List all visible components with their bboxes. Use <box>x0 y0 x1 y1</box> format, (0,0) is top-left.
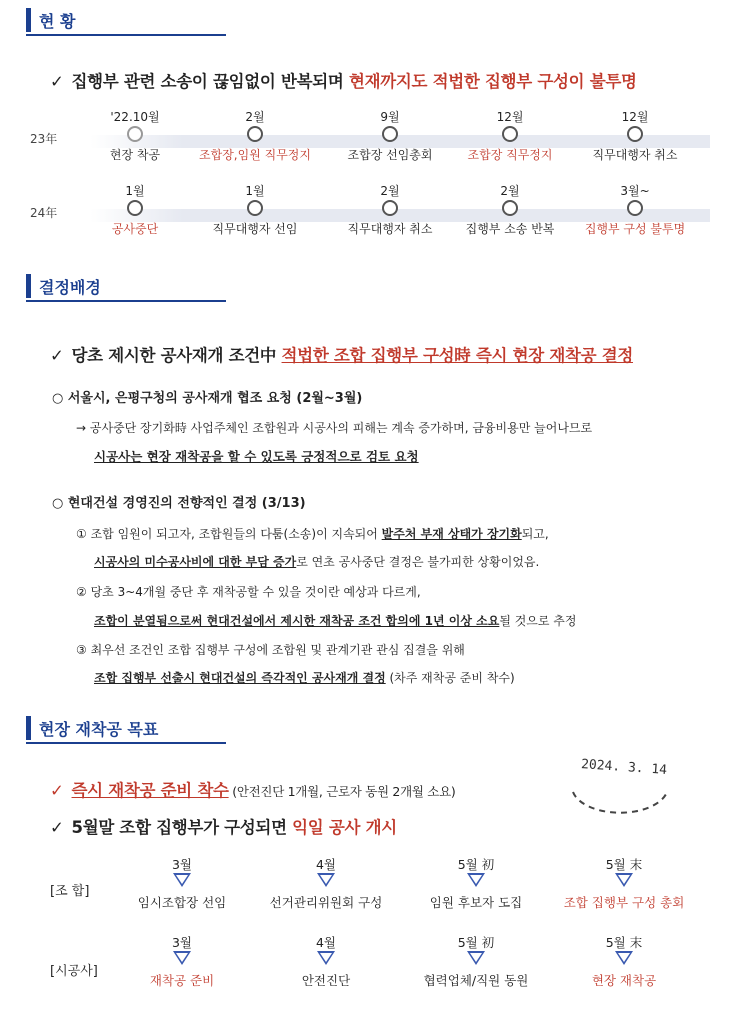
timeline-row-2024 <box>30 182 710 252</box>
circle-icon <box>502 126 518 142</box>
triangle-down-icon <box>467 873 485 887</box>
schedule-item: 5월 初 협력업체/직원 동원 <box>423 935 529 988</box>
section-title-status: 현 황 <box>39 12 76 31</box>
timeline-item: 2월 조합장,임원 직무정지 <box>199 110 311 162</box>
timeline-item: 2월 집행부 소송 반복 <box>465 184 555 236</box>
circle-icon <box>382 200 398 216</box>
triangle-down-icon <box>317 951 335 965</box>
section-title-goal: 현장 재착공 목표 <box>39 720 159 739</box>
schedule-item: 5월 末 조합 집행부 구성 총회 <box>563 857 685 910</box>
note3-line1: ③ 최우선 조건인 조합 집행부 구성에 조합원 및 관계기관 관심 집결을 위해 <box>76 643 465 657</box>
circle-icon <box>247 200 263 216</box>
note3-line2: 조합 집행부 선출시 현대건설의 즉각적인 공사재개 결정 (차주 재착공 준비 착수) <box>94 671 515 685</box>
goal-line2: ✓ 5월말 조합 집행부가 구성되면 익일 공사 개시 <box>50 818 397 837</box>
triangle-down-icon <box>615 873 633 887</box>
triangle-down-icon <box>615 951 633 965</box>
note1-line2: 시공사의 미수공사비에 대한 부담 증가로 연초 공사중단 결정은 불가피한 상황이었음. <box>94 555 540 569</box>
schedule-item: 3월 재착공 준비 <box>149 935 215 988</box>
schedule-label-contractor: [시공사] <box>50 964 98 979</box>
note1-line1: ① 조합 임원이 되고자, 조합원들의 다툼(소송)이 지속되어 발주처 부재 상태가 장기화되고, <box>76 527 549 541</box>
note2-line2: 조합이 분열됨으로써 현대건설에서 제시한 재착공 조건 합의에 1년 이상 소요될 것으로 추정 <box>94 614 577 628</box>
date-stamp: 2024. 3. 14 <box>565 752 675 822</box>
point1-line2: 시공사는 현장 재착공을 할 수 있도록 긍정적으로 검토 요청 <box>94 449 419 464</box>
timeline-item: 2월 직무대행자 취소 <box>347 184 433 236</box>
status-headline: ✓ 집행부 관련 소송이 끊임없이 반복되며 현재까지도 적법한 집행부 구성이 불투명 <box>50 72 637 91</box>
triangle-down-icon <box>317 873 335 887</box>
schedule-label-union: [조 합] <box>50 884 90 899</box>
timeline-year: 23年 <box>30 132 58 146</box>
timeline-year: 24年 <box>30 206 58 220</box>
schedule-item: 4월 안전진단 <box>301 935 351 988</box>
point1-line1: → 공사중단 장기화時 사업주체인 조합원과 시공사의 피해는 계속 증가하며, 금융비용만 늘어나므로 <box>76 421 593 435</box>
schedule-item: 3월 임시조합장 선임 <box>137 857 227 910</box>
circle-icon <box>127 126 143 142</box>
timeline-item: 12월 조합장 직무정지 <box>467 110 553 162</box>
circle-icon <box>382 126 398 142</box>
schedule-item: 5월 末 현장 재착공 <box>591 935 657 988</box>
timeline-item: '22.10월 현장 착공 <box>109 110 161 162</box>
timeline-item: 3월~ 집행부 구성 불투명 <box>584 184 686 236</box>
circle-icon <box>127 200 143 216</box>
goal-line1: ✓ 즉시 재착공 준비 착수 (안전진단 1개월, 근로자 동원 2개월 소요) <box>50 781 456 800</box>
timeline-row-2023 <box>30 108 710 178</box>
timeline-item: 9월 조합장 선임총회 <box>347 110 433 162</box>
triangle-down-icon <box>467 951 485 965</box>
section-title-background: 결정배경 <box>39 278 101 297</box>
schedule-item: 4월 선거관리위원회 구성 <box>269 857 383 910</box>
note2-line1: ② 당초 3~4개월 중단 후 재착공할 수 있을 것이란 예상과 다르게, <box>76 585 421 599</box>
timeline-item: 1월 직무대행자 선임 <box>212 184 298 236</box>
circle-icon <box>502 200 518 216</box>
circle-icon <box>627 126 643 142</box>
circle-icon <box>247 126 263 142</box>
timeline-item: 1월 공사중단 <box>111 184 159 236</box>
schedule-item: 5월 初 임원 후보자 도집 <box>429 857 523 910</box>
circle-icon <box>627 200 643 216</box>
timeline-item: 12월 직무대행자 취소 <box>592 110 678 162</box>
point1-title: ○ 서울시, 은평구청의 공사재개 협조 요청 (2월~3월) <box>52 391 363 406</box>
background-headline: ✓ 당초 제시한 공사재개 조건中 적법한 조합 집행부 구성時 즉시 현장 재착공 결정 <box>50 346 633 365</box>
point2-title: ○ 현대건설 경영진의 전향적인 결정 (3/13) <box>52 496 306 511</box>
triangle-down-icon <box>173 873 191 887</box>
triangle-down-icon <box>173 951 191 965</box>
